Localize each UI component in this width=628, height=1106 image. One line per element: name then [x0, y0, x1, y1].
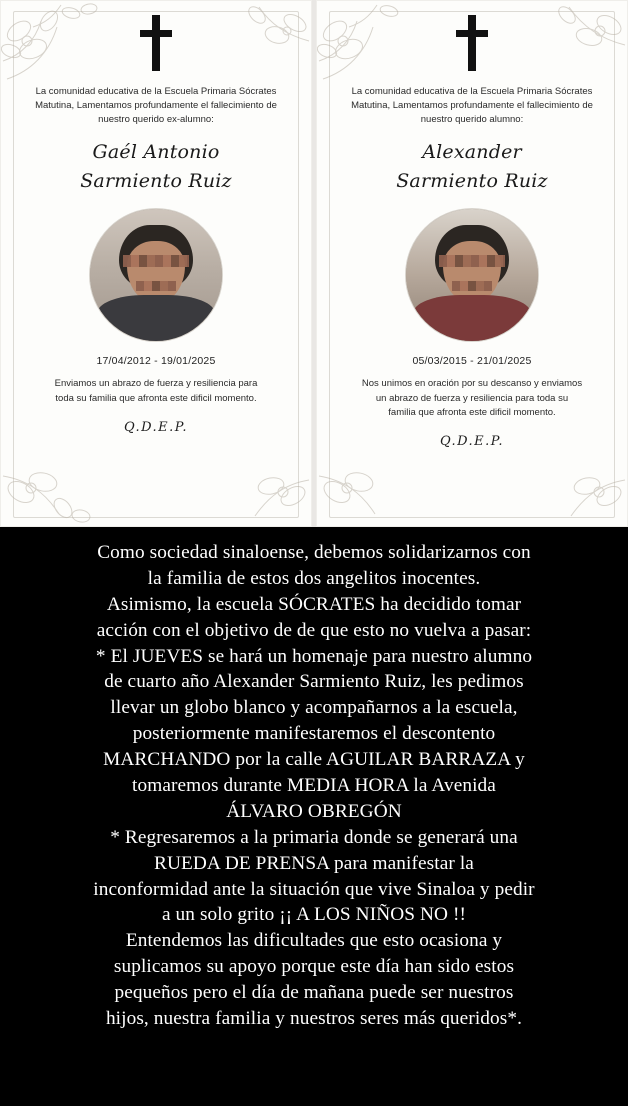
portrait-photo [90, 209, 222, 341]
statement-line: la familia de estos dos angelitos inocentes. [147, 567, 481, 589]
condolence-message: Enviamos un abrazo de fuerza y resiliencia para toda su familia que afronta este dificil momento. [54, 378, 258, 404]
deceased-name [327, 138, 617, 195]
card-header-text: La comunidad educativa de la Escuela Primaria Sócrates Matutina, Lamentamos profundamente el fallecimiento de nuestro querido alumno: [351, 86, 593, 125]
portrait-photo [406, 209, 538, 341]
statement-line: Entendemos las dificultades que esto ocasiona y [125, 930, 503, 952]
deceased-name [11, 138, 301, 195]
statement-line: pequeños pero el día de mañana puede ser nuestros [114, 982, 514, 1004]
deceased-name-line-2: Sarmiento Ruiz [80, 169, 232, 192]
statement-line: llevar un globo blanco y acompañarnos a la escuela, [110, 697, 518, 719]
statement-line: ÁLVARO OBREGÓN [226, 800, 402, 822]
statement-line: Asimismo, la escuela SÓCRATES ha decidido tomar [106, 593, 522, 615]
life-dates: 05/03/2015 - 21/01/2025 [412, 355, 532, 368]
obituary-card-2 [316, 0, 628, 527]
statement-line: MARCHANDO por la calle AGUILAR BARRAZA y [103, 749, 525, 771]
deceased-name-line-1: Alexander [422, 141, 522, 164]
card-header-text: La comunidad educativa de la Escuela Primaria Sócrates Matutina, Lamentamos profundamente el fallecimiento de nuestro querido ex-alumno: [35, 86, 277, 125]
photo-torso [413, 295, 531, 341]
life-dates: 17/04/2012 - 19/01/2025 [96, 355, 216, 368]
pixelation-blur-mouth [136, 281, 176, 291]
qdep-text: Q.D.E.P. [123, 419, 189, 435]
statement-line: * Regresaremos a la primaria donde se generará una [110, 826, 518, 848]
obituary-card-1 [0, 0, 312, 527]
cross-icon [452, 15, 492, 71]
deceased-name-line-1: Gaél Antonio [92, 141, 220, 164]
statement-line: de cuarto año Alexander Sarmiento Ruiz, les pedimos [104, 671, 524, 693]
pixelation-blur-eyes [123, 255, 189, 267]
statement-line: * El JUEVES se hará un homenaje para nuestro alumno [95, 645, 533, 667]
obituary-cards-row [0, 0, 628, 527]
statement-line: inconformidad ante la situación que vive Sinaloa y pedir [93, 878, 535, 900]
photo-torso [97, 295, 215, 341]
statement-line: a un solo grito ¡¡ A LOS NIÑOS NO !! [161, 904, 467, 926]
qdep-text: Q.D.E.P. [439, 434, 505, 450]
statement-line: acción con el objetivo de de que esto no vuelva a pasar: [96, 619, 532, 641]
statement-line: posteriormente manifestaremos el descontento [132, 723, 496, 745]
community-statement [0, 527, 628, 1106]
statement-line: suplicamos su apoyo porque este día han sido estos [113, 956, 515, 978]
statement-line: Como sociedad sinaloense, debemos solidarizarnos con [97, 542, 531, 563]
statement-line: hijos, nuestra familia y nuestros seres más queridos*. [105, 1008, 523, 1030]
pixelation-blur-eyes [439, 255, 505, 267]
statement-line: RUEDA DE PRENSA para manifestar la [154, 852, 474, 874]
condolence-message: Nos unimos en oración por su descanso y enviamos un abrazo de fuerza y resiliencia para toda su familia que afronta este dificil momento. [361, 378, 583, 418]
pixelation-blur-mouth [452, 281, 492, 291]
statement-line: tomaremos durante MEDIA HORA la Avenida [132, 775, 496, 797]
cross-icon [136, 15, 176, 71]
deceased-name-line-2: Sarmiento Ruiz [396, 169, 548, 192]
